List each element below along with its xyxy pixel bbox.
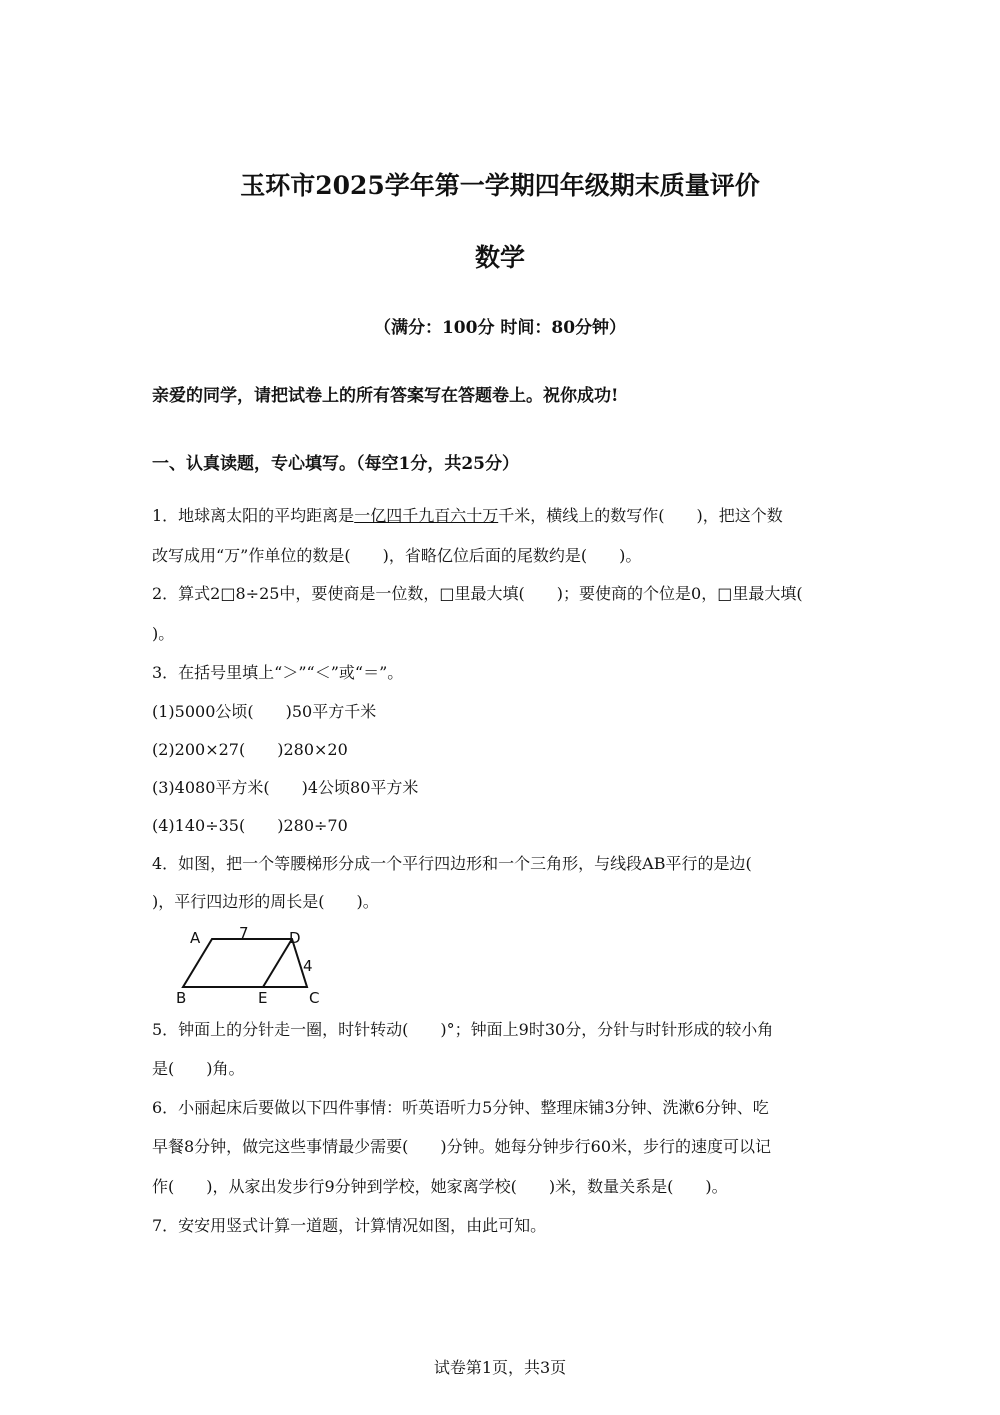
question-1-line-2: 改写成用“万”作单位的数是( )，省略亿位后面的尾数约是( )。	[152, 546, 642, 565]
exam-title: 玉环市2025学年第一学期四年级期末质量评价	[240, 171, 760, 200]
question-3-item-4: (4)140÷35( )280÷70	[152, 816, 348, 835]
length-ad-label: 7	[239, 924, 249, 942]
question-6-line-2: 早餐8分钟，做完这些事情最少需要( )分钟。她每分钟步行60米，步行的速度可以记	[152, 1137, 772, 1156]
vertex-a-label: A	[190, 929, 201, 947]
exam-info: （满分：100分 时间：80分钟）	[373, 318, 627, 338]
question-1-line-1	[152, 502, 783, 530]
length-dc-label: 4	[303, 957, 313, 975]
question-6-line-3: 作( )，从家出发步行9分钟到学校，她家离学校( )米，数量关系是( )。	[152, 1177, 728, 1196]
question-3-stem: 3．在括号里填上“＞”“＜”或“＝”。	[152, 663, 404, 682]
vertex-e-label: E	[258, 989, 268, 1006]
question-1-text: 1．地球离太阳的平均距离是	[152, 506, 355, 525]
greeting: 亲爱的同学，请把试卷上的所有答案写在答题卷上。祝你成功!	[152, 386, 619, 406]
question-2-line-1: 2．算式2□8÷25中，要使商是一位数，□里最大填( )；要使商的个位是0，□里最大填(	[152, 584, 803, 603]
question-4-line-2: )，平行四边形的周长是( )。	[152, 892, 379, 911]
underlined-number: 一亿四千九百六十万	[354, 506, 499, 525]
question-3-item-2: (2)200×27( )280×20	[152, 740, 348, 759]
question-3-item-1: (1)5000公顷( )50平方千米	[152, 702, 377, 721]
question-5-line-2: 是( )角。	[152, 1059, 245, 1078]
page-footer: 试卷第1页，共3页	[433, 1358, 567, 1377]
trapezoid-figure	[170, 924, 330, 1006]
question-2-line-2: )。	[152, 624, 175, 643]
question-6-line-1: 6．小丽起床后要做以下四件事情：听英语听力5分钟、整理床铺3分钟、洗漱6分钟、吃	[152, 1098, 769, 1117]
vertex-b-label: B	[176, 989, 187, 1006]
question-1-text-cont: 千米，横线上的数写作( )，把这个数	[498, 506, 783, 525]
segment-de	[263, 939, 292, 987]
vertex-c-label: C	[309, 989, 320, 1006]
question-4-line-1: 4．如图，把一个等腰梯形分成一个平行四边形和一个三角形，与线段AB平行的是边(	[152, 854, 752, 873]
question-3-item-3: (3)4080平方米( )4公顷80平方米	[152, 778, 419, 797]
section-heading: 一、认真读题，专心填写。（每空1分，共25分）	[152, 454, 519, 474]
subject-title: 数学	[474, 243, 525, 272]
vertex-d-label: D	[289, 929, 301, 947]
question-5-line-1: 5．钟面上的分针走一圈，时针转动( )°；钟面上9时30分，分针与时针形成的较小角	[152, 1020, 774, 1039]
question-7: 7．安安用竖式计算一道题，计算情况如图，由此可知。	[152, 1216, 547, 1235]
